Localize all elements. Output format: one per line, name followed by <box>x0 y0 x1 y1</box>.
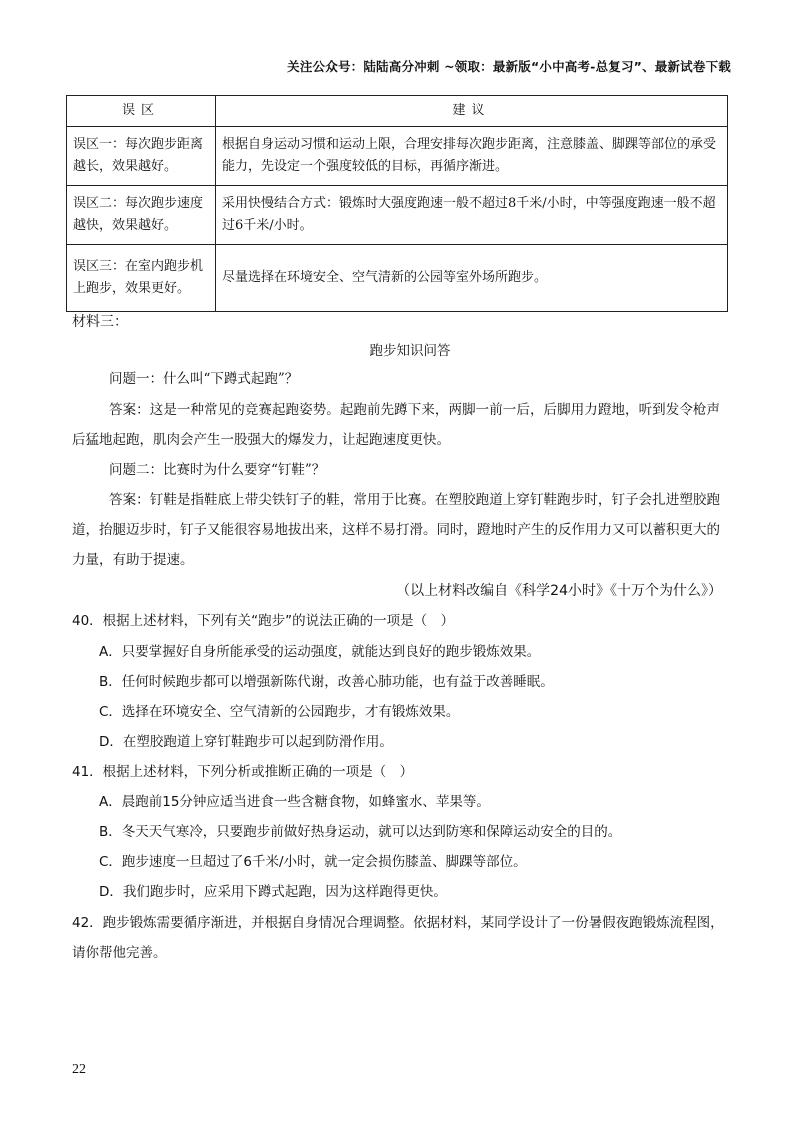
mistakes-table <box>66 95 728 312</box>
answer-one: 答案：这是一种常见的竞赛起跑姿势。起跑前先蹲下来，两脚一前一后，后脚用力蹬地，听到发令枪声后猛地起跑，肌肉会产生一股强大的爆发力，让起跑速度更快。 <box>72 402 720 448</box>
table-cell-mistake: 误区一：每次跑步距离越长，效果越好。 <box>67 127 216 186</box>
source-citation: （以上材料改编自《科学24小时》《十万个为什么》） <box>396 583 722 599</box>
page-number: 22 <box>72 1062 86 1077</box>
question-40-stem: 40．根据上述材料，下列有关“跑步”的说法正确的一项是（ ） <box>72 613 455 629</box>
table-row <box>67 186 728 245</box>
table-cell-advice: 尽量选择在环境安全、空气清新的公园等室外场所跑步。 <box>216 245 728 312</box>
table-cell-mistake: 误区三：在室内跑步机上跑步，效果更好。 <box>67 245 216 312</box>
question-two: 问题二：比赛时为什么要穿“钉鞋”？ <box>109 462 326 478</box>
question-41-option-c: C．跑步速度一旦超过了6千米/小时，就一定会损伤膝盖、脚踝等部位。 <box>99 854 527 870</box>
answer-two: 答案：钉鞋是指鞋底上带尖铁钉子的鞋，常用于比赛。在塑胶跑道上穿钉鞋跑步时，钉子会扎进塑胶跑道，抬腿迈步时，钉子又能很容易地拔出来，这样不易打滑。同时，蹬地时产生的反作用力又可以蓄积更大的力量，有助于提速。 <box>72 492 720 568</box>
table-header-row <box>67 96 728 127</box>
table-header-advice: 建议 <box>216 96 728 127</box>
question-41-stem: 41．根据上述材料，下列分析或推断正确的一项是（ ） <box>72 764 414 780</box>
question-41-option-a: A．晨跑前15分钟应适当进食一些含糖食物，如蜂蜜水、苹果等。 <box>99 794 490 810</box>
table-header-mistake: 误区 <box>67 96 216 127</box>
header-promo-note: 关注公众号：陆陆高分冲刺 ~领取：最新版“小中高考-总复习”、最新试卷下载 <box>287 59 731 74</box>
question-40-option-a: A．只要掌握好自身所能承受的运动强度，就能达到良好的跑步锻炼效果。 <box>99 644 541 660</box>
question-41-option-b: B．冬天天气寒冷，只要跑步前做好热身运动，就可以达到防寒和保障运动安全的目的。 <box>99 824 622 840</box>
table-cell-advice: 根据自身运动习惯和运动上限，合理安排每次跑步距离，注意膝盖、脚踝等部位的承受能力，先设定一个强度较低的目标，再循序渐进。 <box>216 127 728 186</box>
table-cell-advice: 采用快慢结合方式：锻炼时大强度跑速一般不超过8千米/小时，中等强度跑速一般不超过6千米/小时。 <box>216 186 728 245</box>
qa-title: 跑步知识问答 <box>369 343 451 359</box>
question-41-option-d: D．我们跑步时，应采用下蹲式起跑，因为这样跑得更快。 <box>99 884 447 900</box>
question-42-stem: 42．跑步锻炼需要循序渐进，并根据自身情况合理调整。依据材料，某同学设计了一份暑假夜跑锻炼流程图，请你帮他完善。 <box>72 915 724 961</box>
question-40-option-d: D．在塑胶跑道上穿钉鞋跑步可以起到防滑作用。 <box>99 734 393 750</box>
material-three-label: 材料三： <box>72 314 128 330</box>
table-row <box>67 127 728 186</box>
question-one: 问题一：什么叫“下蹲式起跑”？ <box>109 371 299 387</box>
question-40-option-c: C．选择在环境安全、空气清新的公园跑步，才有锻炼效果。 <box>99 704 460 720</box>
question-40-option-b: B．任何时候跑步都可以增强新陈代谢，改善心肺功能，也有益于改善睡眠。 <box>99 674 554 690</box>
table-cell-mistake: 误区二：每次跑步速度越快，效果越好。 <box>67 186 216 245</box>
table-row <box>67 245 728 312</box>
